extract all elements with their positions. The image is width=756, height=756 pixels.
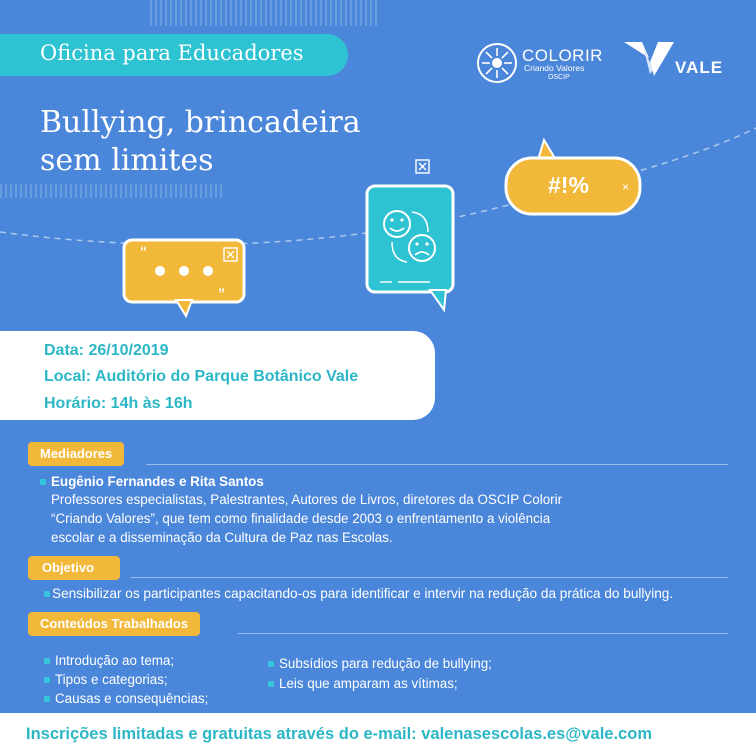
bullet-icon	[44, 677, 50, 683]
event-time: Horário: 14h às 16h	[44, 395, 193, 412]
conteudo-item-3: Causas e consequências;	[55, 691, 209, 706]
bullet-icon	[268, 661, 274, 667]
mediadores-names: Eugênio Fernandes e Rita Santos	[51, 474, 264, 489]
colorir-name: COLORIR	[522, 46, 603, 65]
title-line-2: sem limites	[40, 143, 214, 178]
bullet-icon	[44, 696, 50, 702]
conteudo-item-1: Introdução ao tema;	[55, 653, 175, 668]
conteudo-item-2: Tipos e categorias;	[55, 672, 168, 687]
symbols-bubble-text: #!%	[548, 172, 589, 198]
mediadores-desc-1: Professores especialistas, Palestrantes, Autores de Livros, diretores da OSCIP Colorir	[51, 492, 563, 507]
conteudo-item-5: Leis que amparam as vítimas;	[279, 676, 458, 691]
workshop-tab-label: Oficina para Educadores	[40, 41, 304, 65]
bullet-icon	[44, 591, 50, 597]
colorir-tagline: Criando Valores	[524, 63, 585, 73]
section-label-mediadores: Mediadores	[28, 442, 124, 466]
mediadores-desc-3: escolar e a disseminação da Cultura de Paz nas Escolas.	[51, 530, 393, 545]
section-label-conteudos: Conteúdos Trabalhados	[28, 612, 200, 636]
svg-text:”: ”	[218, 285, 225, 301]
section-rule-mediadores	[146, 464, 728, 465]
objetivo-text: Sensibilizar os participantes capacitando-os para identificar e intervir na redução da prática do bullying.	[52, 586, 674, 601]
colorir-oscip: OSCIP	[548, 74, 570, 81]
mediadores-desc-2: “Criando Valores”, que tem como finalidade desde 2003 o enfrentamento a violência	[51, 511, 551, 526]
section-label-objetivo: Objetivo	[28, 556, 120, 580]
vale-name: VALE	[675, 58, 724, 77]
svg-text:“: “	[140, 243, 147, 259]
conteudo-item-4: Subsídios para redução de bullying;	[279, 656, 492, 671]
title-line-1: Bullying, brincadeira	[40, 105, 361, 140]
section-rule-conteudos	[238, 633, 728, 634]
bullet-icon	[40, 479, 46, 485]
svg-text:×: ×	[622, 180, 630, 194]
event-date: Data: 26/10/2019	[44, 342, 169, 359]
registration-info: Inscrições limitadas e gratuitas através do e-mail: valenasescolas.es@vale.com	[26, 725, 652, 743]
bullet-icon	[44, 658, 50, 664]
section-rule-objetivo	[130, 577, 728, 578]
speech-bubbles-illustration	[0, 0, 756, 330]
bullet-icon	[268, 681, 274, 687]
event-place: Local: Auditório do Parque Botânico Vale	[44, 368, 359, 385]
